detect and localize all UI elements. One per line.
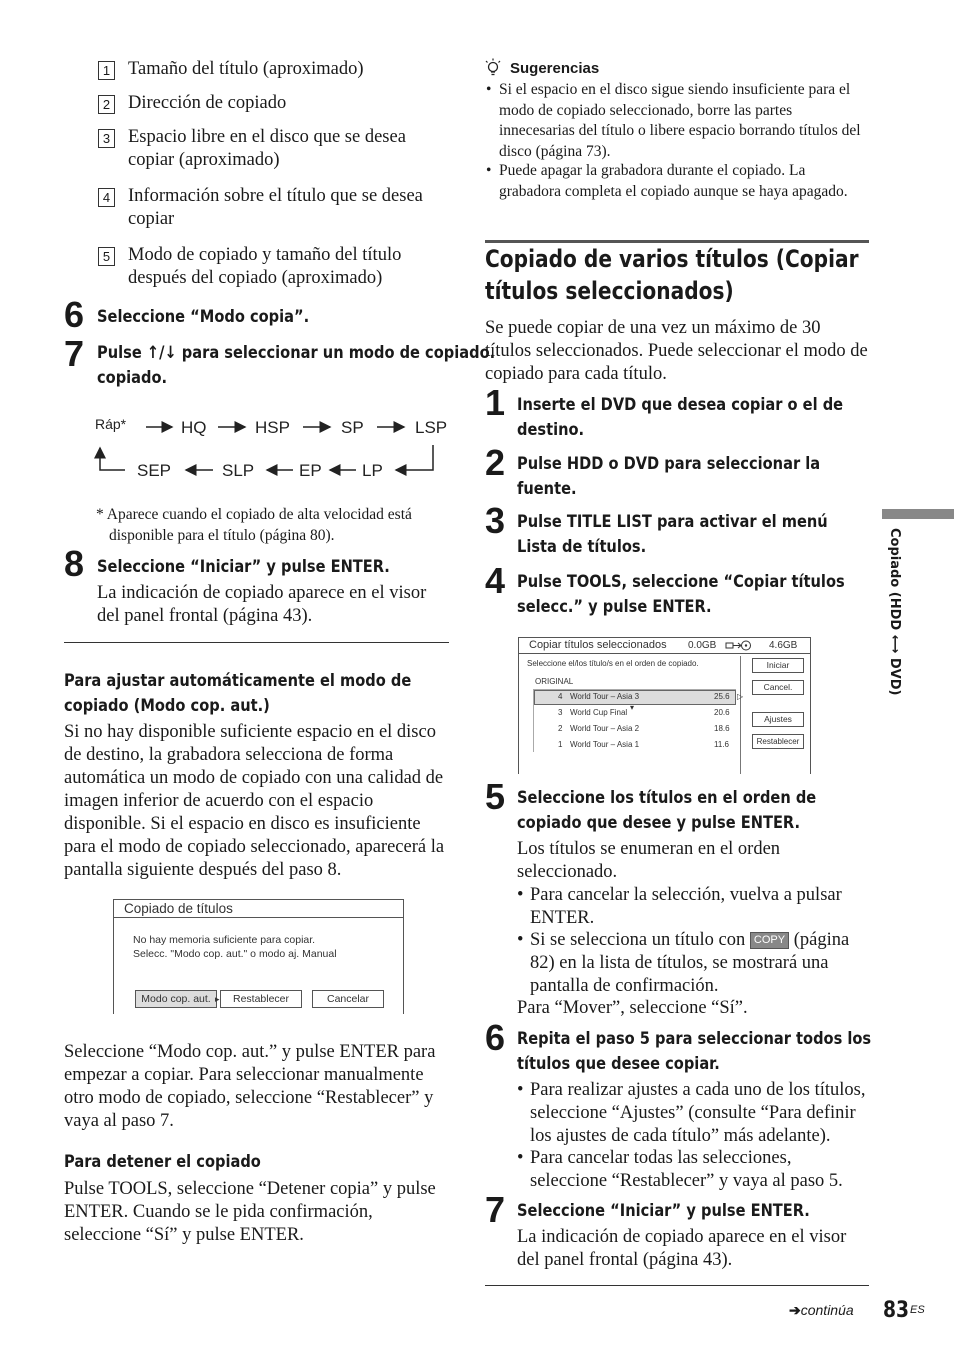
- continues-link: ➔continúa: [789, 1302, 854, 1318]
- step-heading: Seleccione “Iniciar” y pulse ENTER.: [97, 557, 390, 577]
- reset-button[interactable]: Restablecer: [752, 734, 804, 749]
- screen-vdivider: [740, 656, 741, 774]
- cancel-button[interactable]: Cancelar: [312, 990, 384, 1008]
- paragraph: Si no hay disponible suficiente espacio en el disco de destino, la grabadora selecciona de forma automática un modo de copiado con una calidad de imagen inferior de acuerdo con el espacio disponible. Si el espacio en disco es insuficiente para el modo de copiado seleccionado, aparecerá la pantalla siguiente después del paso 8.: [64, 722, 445, 880]
- step-number: 1: [485, 382, 506, 423]
- tip-bulb-icon: [484, 58, 504, 80]
- copy-badge-icon: COPY: [750, 932, 789, 949]
- language-code: ES: [910, 1304, 925, 1316]
- flow-arrow: [100, 448, 125, 470]
- table-row[interactable]: 3 World Cup Final 20.6: [558, 708, 730, 717]
- divider: [485, 1285, 869, 1286]
- flow-arrow: [396, 445, 433, 470]
- insufficient-space-dialog: [113, 899, 404, 1014]
- step-body: La indicación de copiado aparece en el visor del panel frontal (página 43).: [517, 1227, 847, 1270]
- destination-size: 4.6GB: [769, 640, 798, 651]
- step-number: 5: [485, 776, 506, 817]
- step-heading: Repita el paso 5 para seleccionar todos los títulos que desee copiar.: [517, 1029, 872, 1074]
- page-number: 83: [883, 1298, 910, 1323]
- section-title: Copiado de varios títulos (Copiar títulos seleccionados): [485, 245, 859, 305]
- step-heading: Pulse ↑/↓ para seleccionar un modo de copiado.: [97, 343, 496, 363]
- step-heading: Seleccione “Iniciar” y pulse ENTER.: [517, 1201, 810, 1221]
- auto-copy-mode-button[interactable]: Modo cop. aut.: [135, 990, 217, 1008]
- step-body: Para “Mover”, seleccione “Sí”.: [517, 998, 748, 1018]
- chevron-right-icon: ▷: [737, 692, 744, 701]
- flow-label: EP: [299, 461, 322, 480]
- divider: [64, 642, 449, 643]
- cursor-icon: ▸: [215, 994, 220, 1004]
- flow-label: SLP: [222, 461, 255, 480]
- flow-label: LSP: [415, 418, 448, 437]
- dialog-title: Copiado de títulos: [124, 901, 233, 916]
- dialog-message: Selecc. "Modo cop. aut." o modo aj. Manual: [133, 948, 337, 960]
- step-number: 6: [485, 1017, 506, 1058]
- step-number: 8: [64, 543, 85, 584]
- screen-divider: [519, 653, 810, 654]
- flow-label: Ráp*: [95, 416, 127, 432]
- source-size: 0.0GB: [688, 640, 717, 651]
- screen-title: Copiar títulos seleccionados: [529, 639, 667, 651]
- step-number: 2: [485, 442, 506, 483]
- flow-label: SP: [341, 418, 364, 437]
- title-list: [533, 689, 744, 752]
- step-heading: Inserte el DVD que desea copiar o el de destino.: [517, 395, 844, 440]
- step-heading: Pulse HDD o DVD para seleccionar la fuente.: [517, 454, 821, 499]
- step-heading: Seleccione los títulos en el orden de copiado que desee y pulse ENTER.: [517, 788, 817, 833]
- table-row[interactable]: 4 World Tour – Asia 3 25.6: [558, 692, 730, 701]
- paragraph: Se puede copiar de una vez un máximo de 30 títulos seleccionados. Puede seleccionar el modo de copiado para cada título.: [485, 318, 868, 384]
- subsection-heading: Para ajustar automáticamente el modo de copiado (Modo cop. aut.): [64, 671, 412, 716]
- flow-label: LP: [362, 461, 383, 480]
- table-row[interactable]: 2 World Tour – Asia 2 18.6: [558, 724, 730, 733]
- step-body: La indicación de copiado aparece en el visor del panel frontal (página 43).: [97, 583, 427, 626]
- up-down-arrow-icon: ↑/↓: [146, 343, 177, 363]
- subsection-heading: Para detener el copiado: [64, 1152, 261, 1172]
- step-number: 7: [64, 333, 85, 374]
- step-heading-cont: copiado.: [97, 368, 168, 388]
- flow-label: HQ: [181, 418, 207, 437]
- chevron-down-icon: ▾: [630, 703, 635, 712]
- side-tab-bar: [882, 509, 954, 519]
- disc-direction-icon: [725, 640, 751, 652]
- dialog-divider: [114, 917, 403, 918]
- flow-label: SEP: [137, 461, 172, 480]
- cancel-button[interactable]: Cancel.: [752, 680, 804, 695]
- step-heading: Pulse TITLE LIST para activar el menú Lista de títulos.: [517, 512, 828, 557]
- tips-heading: Sugerencias: [510, 60, 600, 77]
- step-number: 4: [485, 560, 506, 601]
- table-row[interactable]: 1 World Tour – Asia 1 11.6: [558, 740, 729, 749]
- step-body: Los títulos se enumeran en el orden seleccionado.: [517, 839, 781, 882]
- start-button[interactable]: Iniciar: [752, 658, 804, 673]
- step-number: 3: [485, 500, 506, 541]
- list-group-label: ORIGINAL: [535, 677, 574, 686]
- flow-label: HSP: [255, 418, 290, 437]
- arrow-right-icon: ➔: [789, 1302, 801, 1318]
- paragraph: Pulse TOOLS, seleccione “Detener copia” y pulse ENTER. Cuando se le pida confirmación, seleccione “Sí” y pulse ENTER.: [64, 1179, 436, 1245]
- paragraph: Seleccione “Modo cop. aut.” y pulse ENTER para empezar a copiar. Para seleccionar manualmente otro modo de copiado, seleccione “Restablecer” y vaya al paso 7.: [64, 1042, 436, 1131]
- screen-instruction: Seleccione el/los título/s en el orden de copiado.: [527, 659, 699, 668]
- settings-button[interactable]: Ajustes: [752, 712, 804, 727]
- copy-selected-titles-screen: [518, 637, 811, 774]
- copy-mode-flow-diagram: [90, 410, 460, 485]
- dialog-message: No hay memoria suficiente para copiar.: [133, 934, 316, 946]
- reset-button[interactable]: Restablecer: [220, 990, 302, 1008]
- step-heading: Pulse TOOLS, seleccione “Copiar títulos selecc.” y pulse ENTER.: [517, 572, 845, 617]
- footnote: * Aparece cuando el copiado de alta velocidad está disponible para el título (página 80).: [96, 506, 412, 544]
- step-heading: Seleccione “Modo copia”.: [97, 307, 310, 327]
- step-number: 6: [64, 294, 85, 335]
- step-number: 7: [485, 1189, 506, 1230]
